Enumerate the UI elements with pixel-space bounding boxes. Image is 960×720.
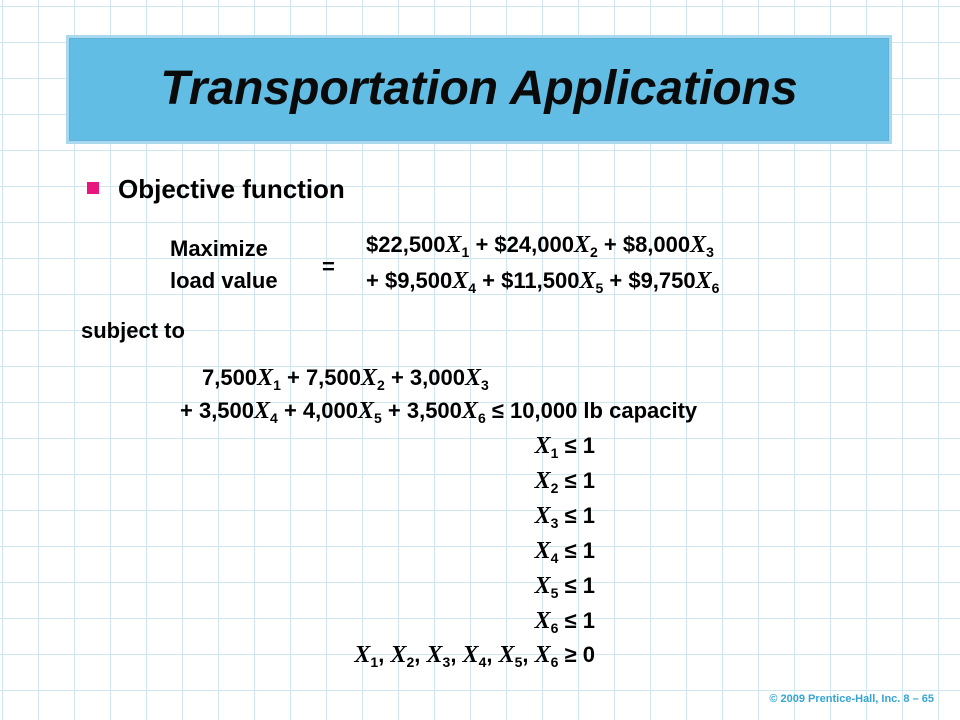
bullet-heading: Objective function [118,174,345,204]
capacity-term-2-coefficient: + 4,000 [277,398,358,423]
bound-5-relation: ≤ 1 [558,573,595,598]
objective-term-1-variable: $X_4$ [452,268,477,296]
nonneg-separator: , [450,642,463,667]
capacity-term-3-coefficient: + 3,500 [381,398,462,423]
bound-1-relation: ≤ 1 [558,433,595,458]
capacity-term-2-coefficient: + 7,500 [280,365,362,390]
title-banner [66,35,892,144]
bound-4-variable: $X_4$ [534,538,559,566]
bound-constraint-3 [535,501,595,538]
equals-sign: = [322,254,335,279]
nonneg-6-variable: $X_6$ [534,642,559,670]
objective-term-2-variable: $X_5$ [579,268,604,296]
capacity-term-1-variable: $X_4$ [254,398,278,426]
objective-term-3-coefficient: + $9,750 [603,268,696,293]
nonnegativity-constraint [354,640,595,677]
slide-title: Transportation Applications [160,62,798,115]
objective-term-1-coefficient: + $9,500 [366,268,453,293]
maximize-label: Maximize [170,236,268,261]
bound-constraint-1 [535,431,595,468]
objective-term-1-coefficient: $22,500 [366,232,446,257]
objective-term-3-variable: $X_6$ [695,268,720,296]
bound-2-variable: $X_2$ [534,468,559,496]
objective-term-3-variable: $X_3$ [690,232,714,260]
nonneg-5-variable: $X_5$ [498,642,523,670]
objective-term-1-variable: $X_1$ [445,232,470,260]
nonneg-3-variable: $X_3$ [426,642,451,670]
bound-constraint-5 [535,571,595,608]
bound-6-variable: $X_6$ [534,608,559,636]
bound-3-relation: ≤ 1 [558,503,595,528]
capacity-term-3-coefficient: + 3,000 [384,365,465,390]
nonneg-relation: ≥ 0 [558,642,595,667]
bound-6-relation: ≤ 1 [558,608,595,633]
capacity-term-2-variable: $X_5$ [357,398,382,426]
bound-3-variable: $X_3$ [534,503,559,531]
nonneg-4-variable: $X_4$ [462,642,487,670]
capacity-term-1-coefficient: 7,500 [202,365,258,390]
capacity-term-2-variable: $X_2$ [361,365,385,393]
bound-5-variable: $X_5$ [534,573,559,601]
nonneg-separator: , [414,642,427,667]
bound-constraint-4 [535,536,595,573]
nonneg-2-variable: $X_2$ [390,642,415,670]
capacity-constraint-line-1 [202,363,489,400]
capacity-rhs: ≤ 10,000 lb capacity [485,398,698,423]
bound-constraint-2 [535,466,595,503]
capacity-term-3-variable: $X_3$ [464,365,489,393]
nonneg-separator: , [486,642,499,667]
bound-2-relation: ≤ 1 [558,468,595,493]
bound-constraint-6 [535,606,595,643]
load-value-label: load value [170,268,278,293]
objective-line-1 [366,230,714,267]
nonneg-separator: , [378,642,391,667]
objective-term-2-coefficient: + $11,500 [476,268,580,293]
capacity-term-3-variable: $X_6$ [461,398,486,426]
nonneg-1-variable: $X_1$ [354,642,379,670]
capacity-term-1-coefficient: + 3,500 [180,398,255,423]
capacity-term-1-variable: $X_1$ [257,365,281,393]
capacity-constraint-line-2 [180,396,697,433]
nonneg-separator: , [522,642,535,667]
objective-term-2-coefficient: + $24,000 [469,232,574,257]
objective-term-2-variable: $X_2$ [573,232,598,260]
objective-term-3-coefficient: + $8,000 [597,232,691,257]
footer-copyright: © 2009 Prentice-Hall, Inc. 8 – 65 [769,693,934,705]
objective-line-2 [366,266,719,303]
bound-4-relation: ≤ 1 [558,538,595,563]
bullet-square-icon [87,182,99,194]
subject-to-label: subject to [81,318,185,343]
bound-1-variable: $X_1$ [534,433,559,461]
